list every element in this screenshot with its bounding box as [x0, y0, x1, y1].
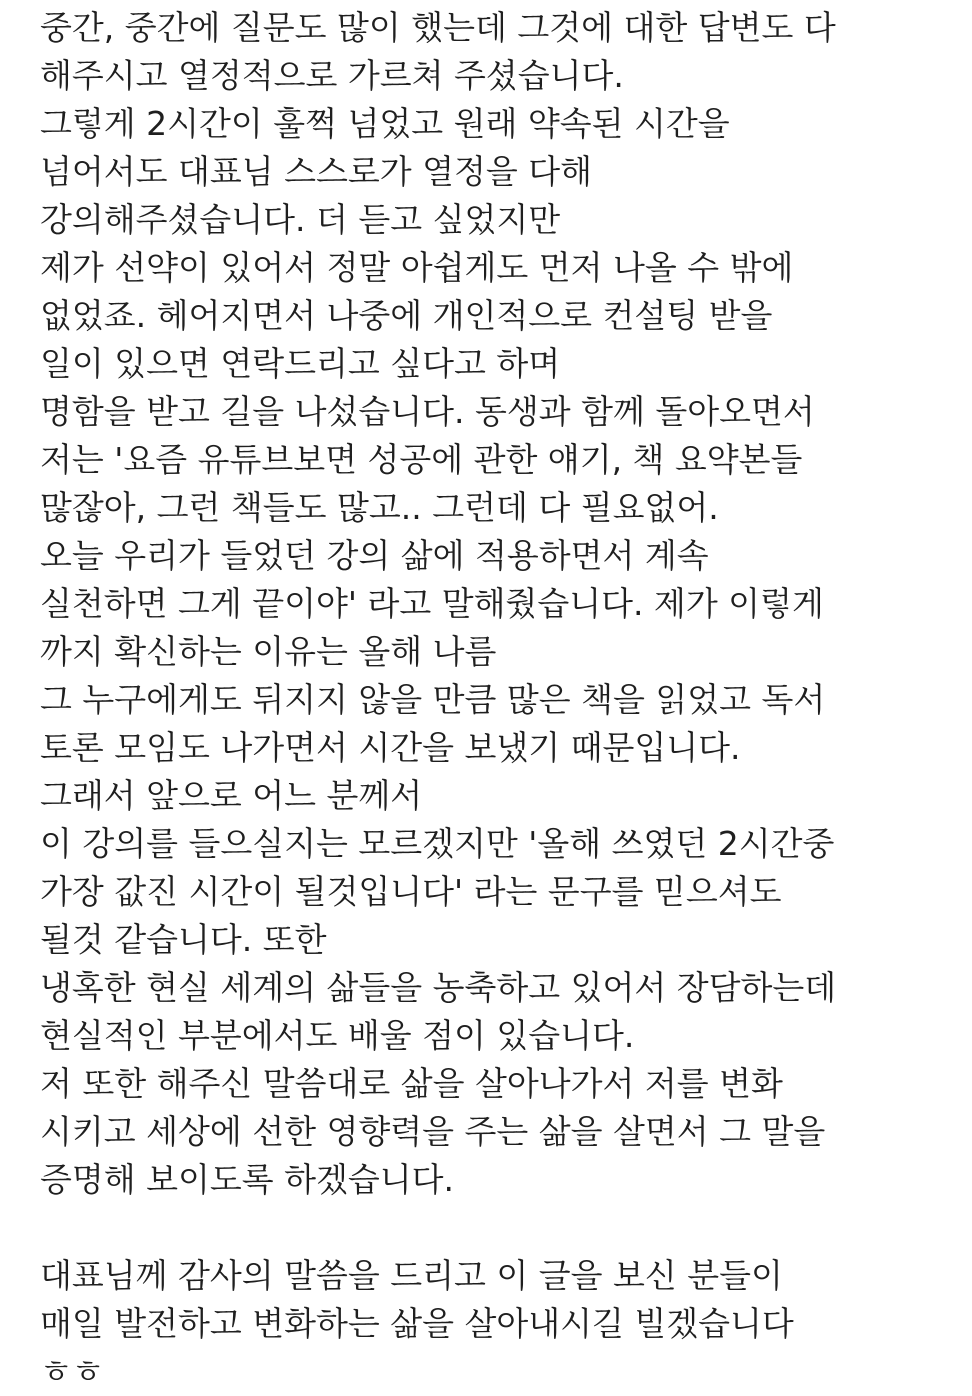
text-line: 그렇게 2시간이 훌쩍 넘었고 원래 약속된 시간을 [40, 104, 730, 143]
text-line: 해주시고 열정적으로 가르쳐 주셨습니다. [40, 56, 624, 95]
text-line: 냉혹한 현실 세계의 삶들을 농축하고 있어서 장담하는데 [40, 968, 837, 1007]
text-line: 넘어서도 대표님 스스로가 열정을 다해 [40, 152, 593, 191]
paragraph-spacer [40, 1204, 972, 1252]
text-line: 가장 값진 시간이 될것입니다' 라는 문구를 믿으셔도 [40, 872, 782, 911]
text-line: ㅎㅎ [40, 1352, 104, 1391]
text-line: 이 강의를 들으실지는 모르겠지만 '올해 쓰였던 2시간중 [40, 824, 835, 863]
text-line: 저 또한 해주신 말씀대로 삶을 살아나가서 저를 변화 [40, 1064, 783, 1103]
text-line: 제가 선약이 있어서 정말 아쉽게도 먼저 나올 수 밖에 [40, 248, 794, 287]
paragraph-main [40, 4, 972, 1204]
text-line: 저는 '요즘 유튜브보면 성공에 관한 얘기, 책 요약본들 [40, 440, 803, 479]
text-line: 명함을 받고 길을 나섰습니다. 동생과 함께 돌아오면서 [40, 392, 815, 431]
text-line: 오늘 우리가 들었던 강의 삶에 적용하면서 계속 [40, 536, 709, 575]
text-line: 시키고 세상에 선한 영향력을 주는 삶을 살면서 그 말을 [40, 1112, 826, 1151]
text-line: 대표님께 감사의 말씀을 드리고 이 글을 보신 분들이 [40, 1256, 783, 1295]
text-line: 중간, 중간에 질문도 많이 했는데 그것에 대한 답변도 다 [40, 8, 836, 47]
paragraph-closing [40, 1252, 972, 1396]
text-line: 없었죠. 헤어지면서 나중에 개인적으로 컨설팅 받을 [40, 296, 773, 335]
text-line: 토론 모임도 나가면서 시간을 보냈기 때문입니다. [40, 728, 741, 767]
post-body [40, 4, 972, 1396]
text-line: 그 누구에게도 뒤지지 않을 만큼 많은 책을 읽었고 독서 [40, 680, 826, 719]
text-line: 그래서 앞으로 어느 분께서 [40, 776, 423, 815]
text-line: 증명해 보이도록 하겠습니다. [40, 1160, 455, 1199]
text-line: 까지 확신하는 이유는 올해 나름 [40, 632, 497, 671]
text-line: 일이 있으면 연락드리고 싶다고 하며 [40, 344, 561, 383]
text-line: 매일 발전하고 변화하는 삶을 살아내시길 빌겠습니다 [40, 1304, 794, 1343]
text-line: 많잖아, 그런 책들도 많고.. 그런데 다 필요없어. [40, 488, 719, 527]
text-line: 강의해주셨습니다. 더 듣고 싶었지만 [40, 200, 561, 239]
text-line: 현실적인 부분에서도 배울 점이 있습니다. [40, 1016, 635, 1055]
text-line: 실천하면 그게 끝이야' 라고 말해줬습니다. 제가 이렇게 [40, 584, 824, 623]
text-line: 될것 같습니다. 또한 [40, 920, 327, 959]
